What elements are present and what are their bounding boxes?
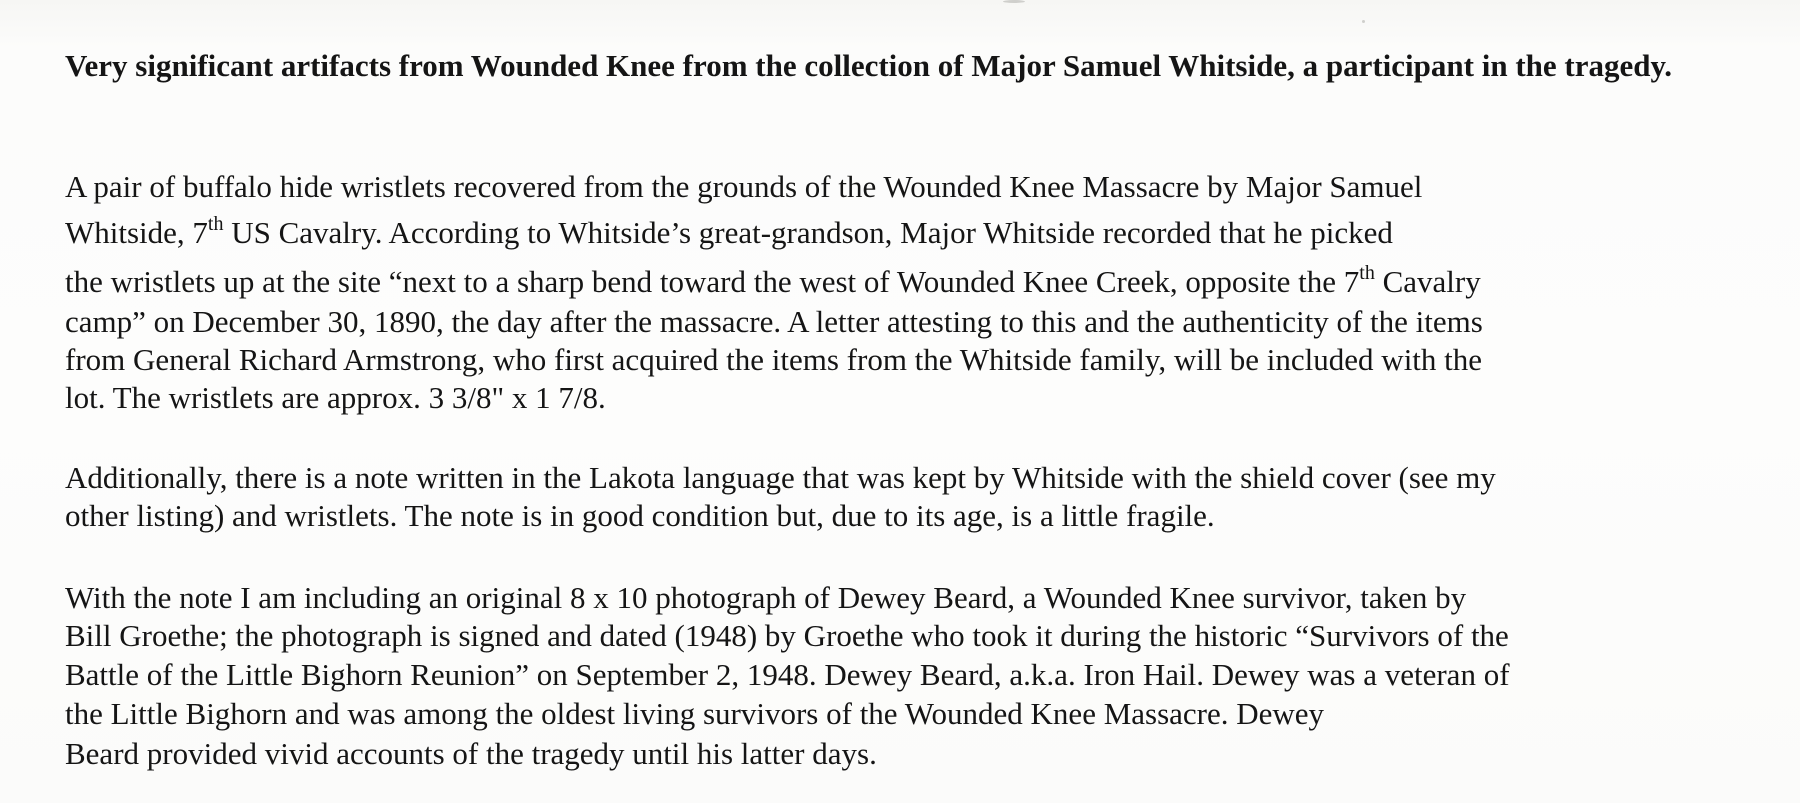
paragraph-3-line-5: Beard provided vivid accounts of the tragedy until his latter days. — [65, 736, 877, 771]
text-segment: US Cavalry. According to Whitside’s great-grandson, Major Whitside recorded that he picked — [223, 215, 1393, 250]
document-heading: Very significant artifacts from Wounded Knee from the collection of Major Samuel Whitside, a participant in the tragedy. — [65, 48, 1673, 83]
paragraph-2-line-1: Additionally, there is a note written in the Lakota language that was kept by Whitside with the shield cover (see my — [65, 460, 1496, 495]
paragraph-1-line-5: from General Richard Armstrong, who first acquired the items from the Whitside family, will be included with the — [65, 342, 1483, 377]
paragraph-3-line-1: With the note I am including an original 8 x 10 photograph of Dewey Beard, a Wounded Knee survivor, taken by — [65, 580, 1467, 615]
text-segment: Whitside, 7 — [65, 215, 208, 250]
paragraph-3-line-2: Bill Groethe; the photograph is signed and dated (1948) by Groethe who took it during the historic “Survivors of the — [65, 618, 1509, 653]
paragraph-3-line-3: Battle of the Little Bighorn Reunion” on September 2, 1948. Dewey Beard, a.k.a. Iron Hail. Dewey was a veteran of — [65, 657, 1510, 692]
scan-speck — [1362, 20, 1365, 23]
scan-speck — [1003, 0, 1025, 3]
paragraph-3-line-4: the Little Bighorn and was among the oldest living survivors of the Wounded Knee Massacre. Dewey — [65, 696, 1325, 731]
paragraph-1-line-4: camp” on December 30, 1890, the day after the massacre. A letter attesting to this and the authenticity of the items — [65, 304, 1483, 339]
paragraph-1-line-6: lot. The wristlets are approx. 3 3/8" x 1 7/8. — [65, 380, 606, 415]
paragraph-2-line-2: other listing) and wristlets. The note is in good condition but, due to its age, is a little fragile. — [65, 498, 1215, 533]
paragraph-1-line-1: A pair of buffalo hide wristlets recovered from the grounds of the Wounded Knee Massacre by Major Samuel — [65, 169, 1423, 204]
text-segment: Cavalry — [1374, 264, 1481, 299]
superscript: th — [1359, 261, 1375, 284]
paragraph-1-line-2 — [65, 212, 1393, 250]
paragraph-1-line-3 — [65, 261, 1481, 299]
superscript: th — [207, 212, 224, 235]
text-segment: the wristlets up at the site “next to a sharp bend toward the west of Wounded Knee Creek, opposite the 7 — [65, 264, 1360, 299]
